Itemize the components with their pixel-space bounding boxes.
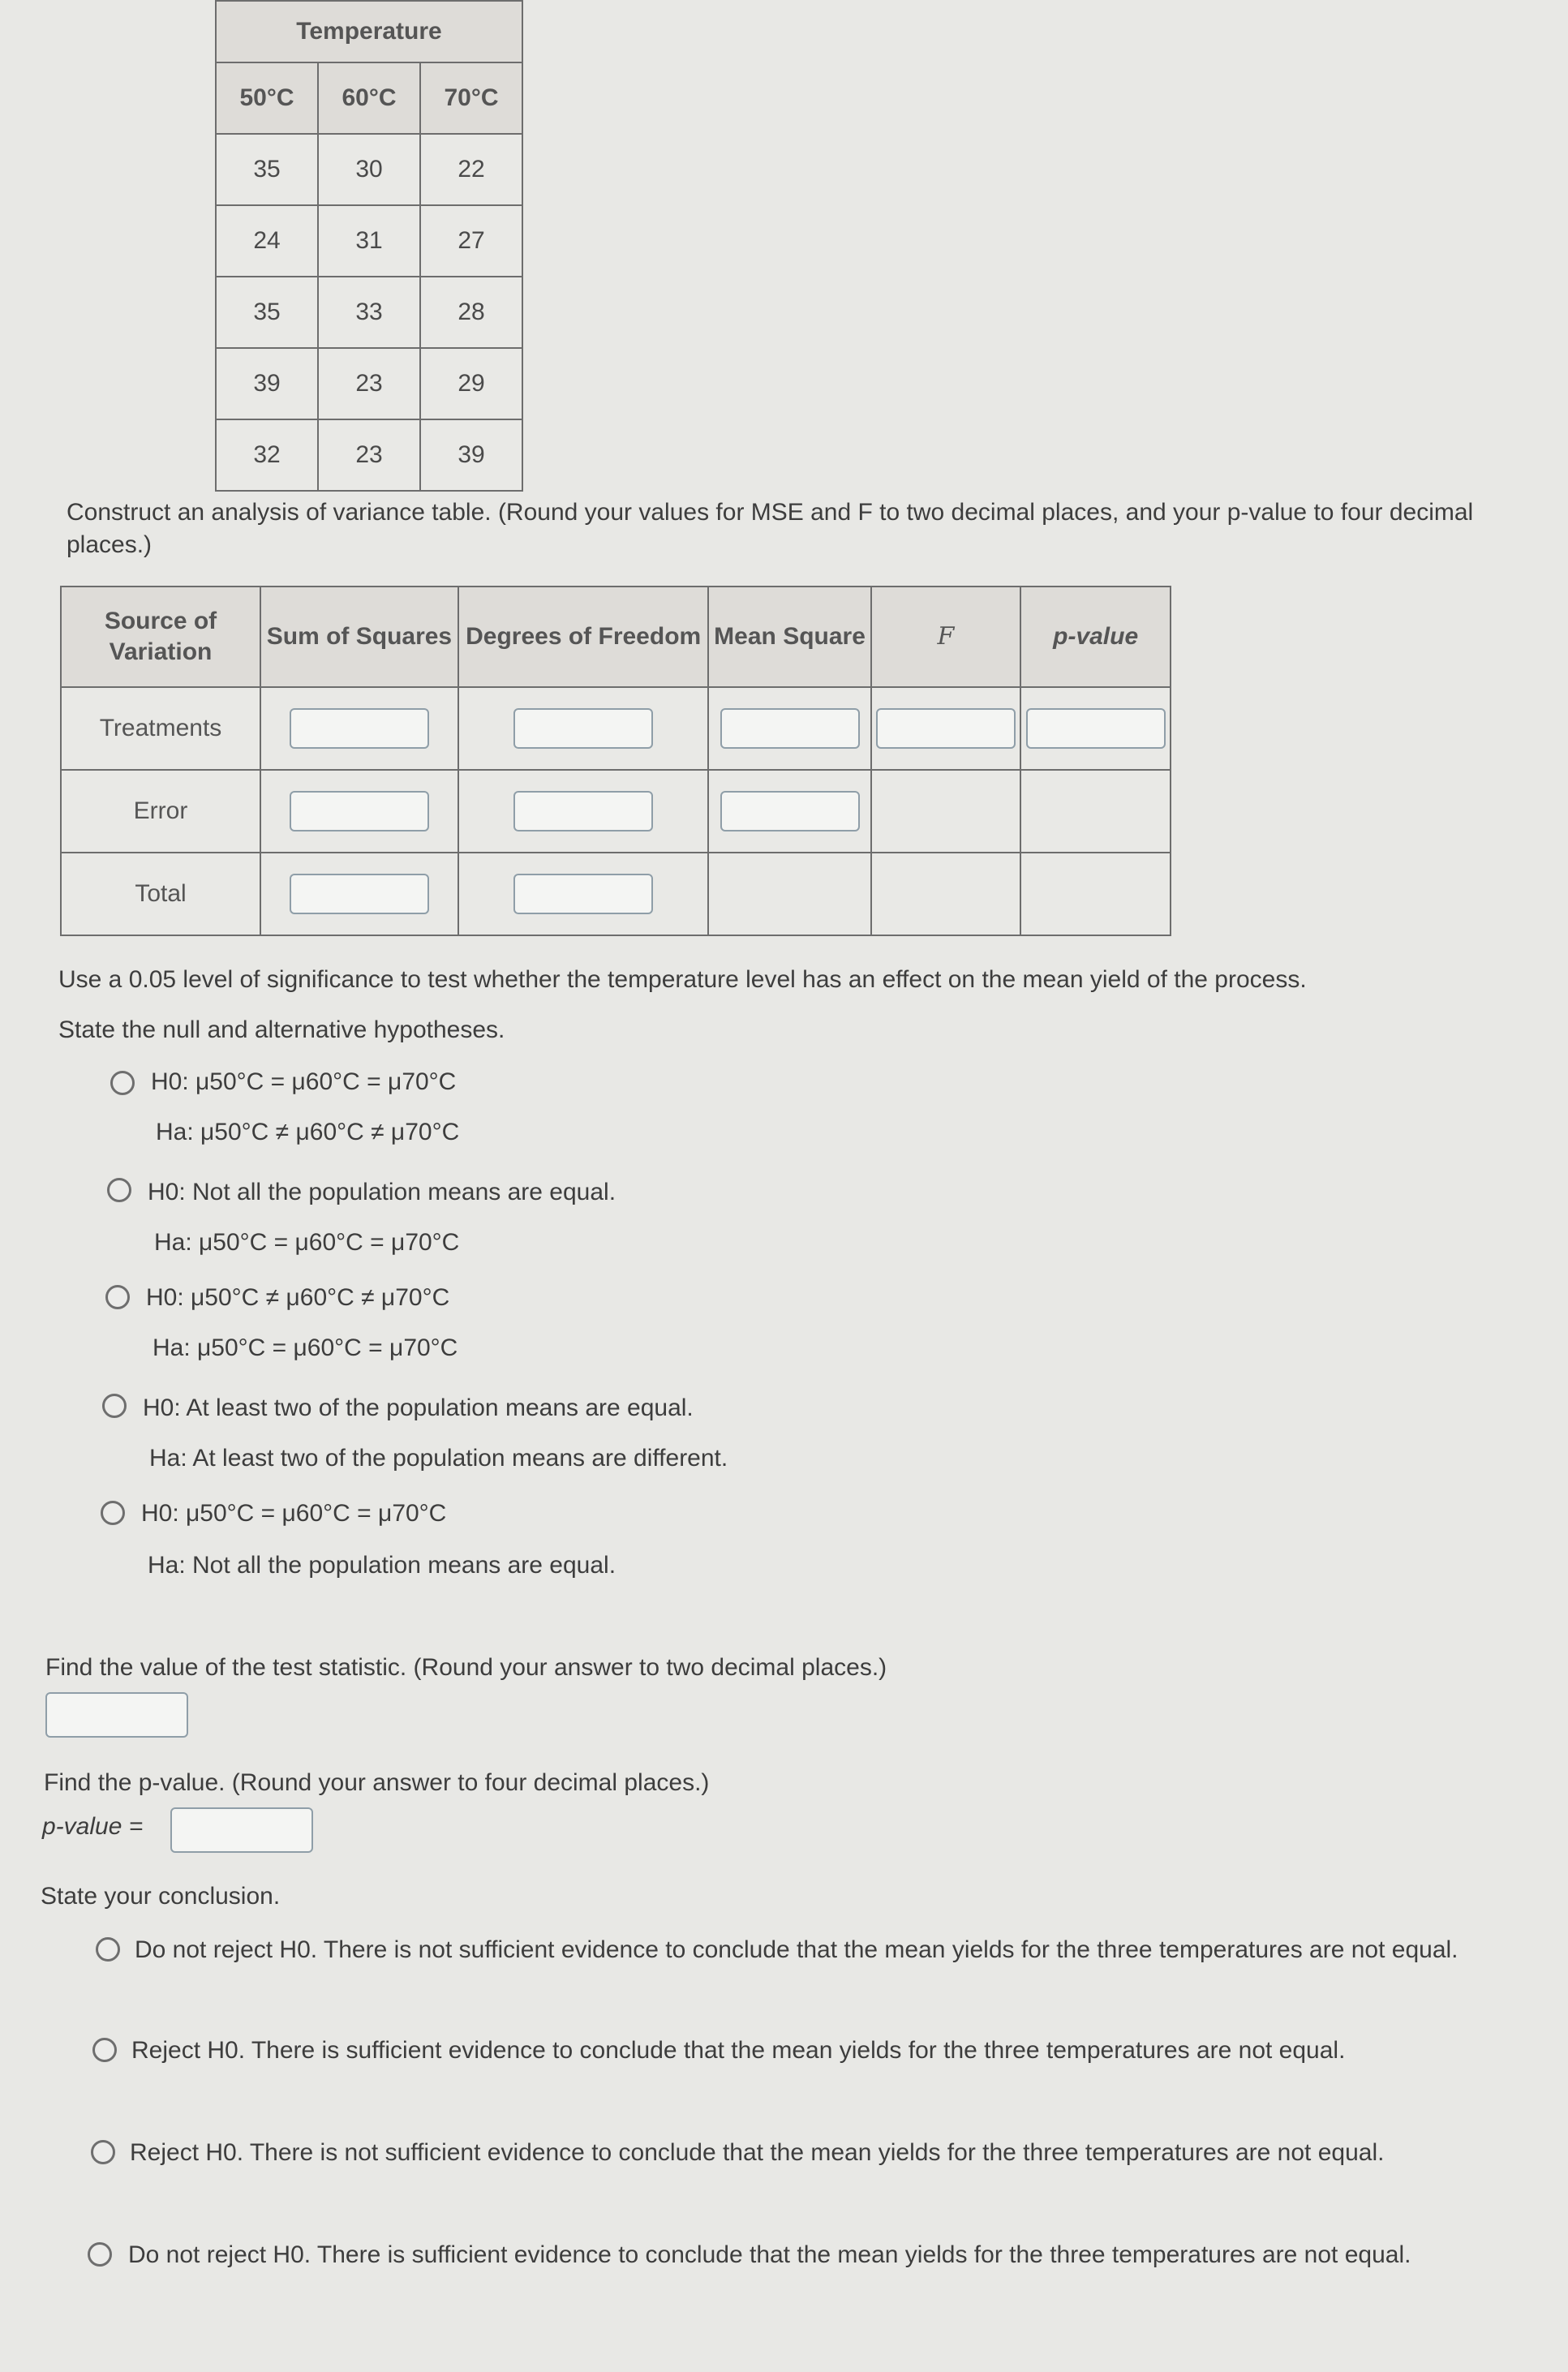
- df-total-input[interactable]: [513, 874, 653, 914]
- table-cell: 35: [216, 134, 318, 205]
- ss-error-input[interactable]: [290, 791, 429, 831]
- hypothesis-option-5-ha: Ha: Not all the population means are equal.: [148, 1552, 616, 1579]
- table-row: [216, 205, 522, 277]
- table-cell: 30: [318, 134, 420, 205]
- conclusion-prompt: State your conclusion.: [41, 1883, 281, 1910]
- header-sum-squares: Sum of Squares: [260, 587, 458, 687]
- hypothesis-option-1-ha: Ha: μ50°C ≠ μ60°C ≠ μ70°C: [156, 1119, 460, 1145]
- table-row: [216, 348, 522, 419]
- table-cell: 27: [420, 205, 522, 277]
- table-cell: 24: [216, 205, 318, 277]
- header-df: Degrees of Freedom: [458, 587, 709, 687]
- test-stat-prompt: Find the value of the test statistic. (Round your answer to two decimal places.): [45, 1654, 887, 1681]
- table-row: [216, 277, 522, 348]
- conclusion-option-4-text: Do not reject H0. There is sufficient evidence to conclude that the mean yields for the three temperatures are not equal.: [128, 2241, 1411, 2268]
- hypothesis-option-4-h0: H0: At least two of the population means are equal.: [143, 1394, 694, 1421]
- header-p-value: p-value: [1020, 587, 1171, 687]
- temperature-table: [215, 0, 523, 492]
- pvalue-prompt: Find the p-value. (Round your answer to four decimal places.): [44, 1769, 710, 1796]
- conclusion-option-4-radio[interactable]: [88, 2242, 112, 2267]
- row-label-total: Total: [61, 853, 260, 935]
- table-row: [61, 687, 1171, 770]
- hypothesis-option-2-h0: H0: Not all the population means are equal.: [148, 1179, 616, 1205]
- hypotheses-prompt: State the null and alternative hypotheses.: [58, 1016, 505, 1043]
- header-mean-square: Mean Square: [708, 587, 870, 687]
- table-cell: 31: [318, 205, 420, 277]
- table-cell: 33: [318, 277, 420, 348]
- hypothesis-option-5-radio[interactable]: [101, 1501, 125, 1525]
- ms-error-input[interactable]: [720, 791, 860, 831]
- pvalue-input[interactable]: [170, 1807, 313, 1853]
- table-cell: 39: [216, 348, 318, 419]
- hypothesis-option-2-radio[interactable]: [107, 1178, 131, 1202]
- table-cell: 28: [420, 277, 522, 348]
- table-cell: 22: [420, 134, 522, 205]
- empty-cell: [871, 770, 1021, 853]
- conclusion-option-2-text: Reject H0. There is sufficient evidence to conclude that the mean yields for the three temperatures are not equal.: [131, 2037, 1346, 2064]
- empty-cell: [871, 853, 1021, 935]
- anova-table: [60, 586, 1171, 936]
- df-treatments-input[interactable]: [513, 708, 653, 749]
- table-row: [216, 419, 522, 491]
- ss-treatments-input[interactable]: [290, 708, 429, 749]
- temperature-table-title: Temperature: [216, 1, 522, 62]
- hypothesis-option-5-h0: H0: μ50°C = μ60°C = μ70°C: [141, 1500, 447, 1527]
- table-row: [61, 770, 1171, 853]
- ms-treatments-input[interactable]: [720, 708, 860, 749]
- conclusion-option-1-text: Do not reject H0. There is not sufficient evidence to conclude that the mean yields for the three temperatures are not equal.: [135, 1936, 1458, 1963]
- empty-cell: [708, 853, 870, 935]
- p-value-table-input[interactable]: [1026, 708, 1166, 749]
- anova-instruction: [67, 496, 1551, 561]
- row-label-treatments: Treatments: [61, 687, 260, 770]
- table-cell: 23: [318, 348, 420, 419]
- hypothesis-option-3-h0: H0: μ50°C ≠ μ60°C ≠ μ70°C: [146, 1284, 450, 1311]
- column-header-70c: 70°C: [420, 62, 522, 134]
- hypothesis-option-4-radio[interactable]: [102, 1394, 127, 1418]
- ss-total-input[interactable]: [290, 874, 429, 914]
- table-cell: 23: [318, 419, 420, 491]
- hypothesis-option-4-ha: Ha: At least two of the population means are different.: [149, 1445, 728, 1472]
- row-label-error: Error: [61, 770, 260, 853]
- hypothesis-option-2-ha: Ha: μ50°C = μ60°C = μ70°C: [154, 1229, 460, 1256]
- pvalue-label: p-value =: [42, 1813, 144, 1840]
- hypothesis-option-3-radio[interactable]: [105, 1285, 130, 1309]
- significance-text: Use a 0.05 level of significance to test whether the temperature level has an effect on the mean yield of the process.: [58, 966, 1307, 993]
- table-cell: 29: [420, 348, 522, 419]
- hypothesis-option-1-radio[interactable]: [110, 1071, 135, 1095]
- table-cell: 32: [216, 419, 318, 491]
- test-stat-input[interactable]: [45, 1692, 188, 1738]
- empty-cell: [1020, 853, 1171, 935]
- df-error-input[interactable]: [513, 791, 653, 831]
- anova-instruction-text: Construct an analysis of variance table. (Round your values for MSE and F to two decimal places, and your p-value to four decimal places.): [67, 499, 1474, 558]
- empty-cell: [1020, 770, 1171, 853]
- table-cell: 39: [420, 419, 522, 491]
- conclusion-option-3-text: Reject H0. There is not sufficient evidence to conclude that the mean yields for the three temperatures are not equal.: [130, 2139, 1385, 2166]
- header-source: Source of Variation: [61, 587, 260, 687]
- hypothesis-option-1-h0: H0: μ50°C = μ60°C = μ70°C: [151, 1068, 457, 1095]
- column-header-60c: 60°C: [318, 62, 420, 134]
- header-f: F: [871, 587, 1021, 687]
- table-row: [61, 853, 1171, 935]
- conclusion-option-3-radio[interactable]: [91, 2140, 115, 2164]
- conclusion-option-2-radio[interactable]: [92, 2038, 117, 2062]
- conclusion-option-1-radio[interactable]: [96, 1937, 120, 1962]
- hypothesis-option-3-ha: Ha: μ50°C = μ60°C = μ70°C: [153, 1334, 458, 1361]
- column-header-50c: 50°C: [216, 62, 318, 134]
- table-row: [216, 134, 522, 205]
- table-cell: 35: [216, 277, 318, 348]
- f-input[interactable]: [876, 708, 1016, 749]
